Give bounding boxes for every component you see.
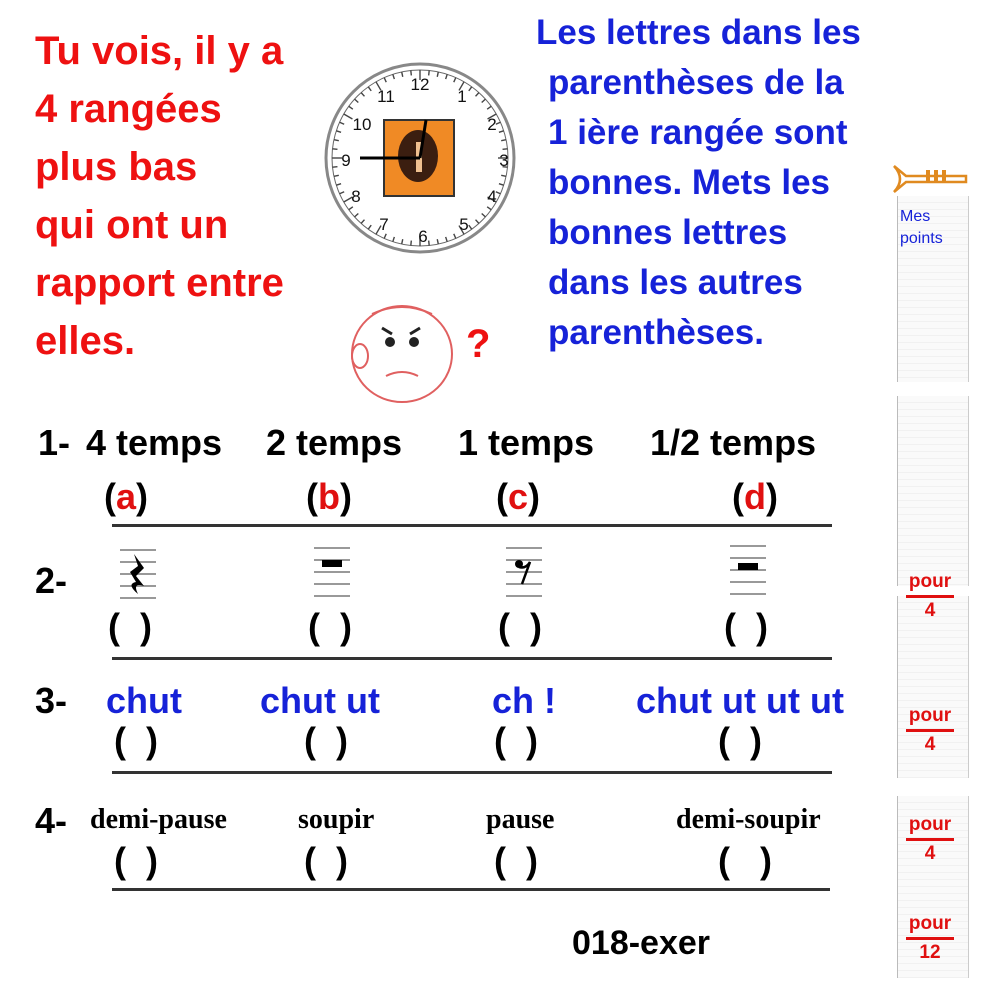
score-word: pour (908, 814, 952, 835)
row3-item: ch ! (492, 680, 557, 721)
clock-number: 12 (410, 75, 430, 94)
quarter-rest-icon (118, 544, 158, 602)
intro-blue-line: bonnes lettres (548, 213, 788, 252)
question-mark: ? (466, 322, 491, 366)
answer-slot: (a) (104, 476, 149, 517)
answer-slot[interactable]: ( ) (498, 606, 543, 647)
row1-item: 2 temps (266, 422, 403, 463)
answer-letter: d (744, 476, 766, 517)
intro-red-line: plus bas (35, 145, 198, 189)
score-word: pour (908, 571, 952, 592)
clock-tick (429, 241, 430, 246)
intro-blue-text (536, 8, 861, 358)
clock-number: 4 (487, 187, 497, 206)
row-divider (112, 771, 832, 774)
clock-number: 6 (418, 227, 428, 246)
clock-number: 1 (457, 87, 467, 106)
answer-slot[interactable]: ( ) (114, 840, 159, 881)
clock-number: 9 (341, 151, 351, 170)
answer-letter: b (318, 476, 340, 517)
answer-letter: a (116, 476, 137, 517)
row3-item: chut ut ut ut (636, 680, 844, 721)
answer-slot[interactable]: ( ) (304, 720, 349, 761)
clock-tick (332, 167, 337, 168)
row1-label: 1- (38, 422, 71, 463)
intro-red-line: 4 rangées (35, 87, 222, 131)
row3-item: chut ut (260, 680, 380, 721)
score-column (897, 396, 969, 586)
clock-tick (411, 241, 412, 246)
intro-red-line: elles. (35, 319, 136, 363)
answer-slot: (c) (496, 476, 541, 517)
clock-tick (332, 149, 337, 150)
row1-item: 1/2 temps (650, 422, 817, 463)
row4-item: pause (486, 804, 555, 835)
clock-icon (322, 50, 518, 266)
row1-item: 4 temps (86, 422, 223, 463)
intro-blue-line: bonnes. Mets les (548, 163, 831, 202)
score-box (902, 813, 958, 866)
intro-blue-line: Les lettres dans les (536, 13, 861, 52)
half-rest-icon (728, 540, 768, 598)
row2-label: 2- (35, 560, 68, 601)
intro-blue-line: dans les autres (548, 263, 803, 302)
score-word: pour (908, 913, 952, 934)
intro-red-line: rapport entre (35, 261, 284, 305)
score-box (902, 912, 958, 965)
clock-number: 7 (379, 215, 389, 234)
row-divider (112, 888, 830, 891)
answer-slot[interactable]: ( ) (308, 606, 353, 647)
intro-blue-line: parenthèses. (548, 313, 764, 352)
clock-number: 3 (499, 151, 509, 170)
clock-number: 2 (487, 115, 497, 134)
clock-tick (503, 149, 508, 150)
whole-rest-icon (312, 542, 352, 600)
score-word: pour (908, 705, 952, 726)
clock-number: 5 (459, 215, 469, 234)
answer-slot[interactable]: ( ) (494, 840, 539, 881)
score-header: Mes points (900, 208, 943, 247)
clock-number: 11 (377, 87, 395, 106)
eighth-rest-icon (504, 542, 544, 600)
score-box (902, 704, 958, 757)
row4-label: 4- (35, 800, 68, 841)
clock-number: 10 (352, 115, 372, 134)
score-total: 4 (924, 734, 936, 755)
answer-slot[interactable]: ( ) (494, 720, 539, 761)
answer-letter: c (508, 476, 529, 517)
answer-slot: (b) (306, 476, 352, 517)
row4-item: demi-pause (90, 804, 227, 835)
answer-slot: (d) (732, 476, 778, 517)
clock-number: 8 (351, 187, 361, 206)
puzzled-face-icon (342, 298, 462, 408)
intro-blue-line: parenthèses de la (548, 63, 844, 102)
intro-red-text (35, 22, 284, 370)
answer-slot[interactable]: ( ) (304, 840, 349, 881)
row1-item: 1 temps (458, 422, 595, 463)
intro-red-line: Tu vois, il y a (35, 29, 284, 73)
row-divider (112, 657, 832, 660)
row4-item: soupir (298, 804, 375, 835)
score-total: 4 (924, 843, 936, 864)
answer-slot[interactable]: ( ) (114, 720, 159, 761)
score-total: 12 (919, 942, 941, 963)
score-total: 4 (924, 600, 936, 621)
row-divider (112, 524, 832, 527)
answer-slot[interactable]: ( ) (724, 606, 769, 647)
row3-item: chut (106, 680, 182, 721)
intro-blue-line: 1 ière rangée sont (548, 113, 848, 152)
answer-slot[interactable]: ( ) (718, 840, 773, 881)
exercise-code: 018-exer (572, 924, 711, 962)
answer-slot[interactable]: ( ) (108, 606, 153, 647)
row4-item: demi-soupir (676, 804, 821, 835)
score-box (902, 570, 958, 623)
intro-red-line: qui ont un (35, 203, 229, 247)
answer-slot[interactable]: ( ) (718, 720, 763, 761)
trumpet-icon (892, 162, 970, 196)
row3-label: 3- (35, 680, 68, 721)
